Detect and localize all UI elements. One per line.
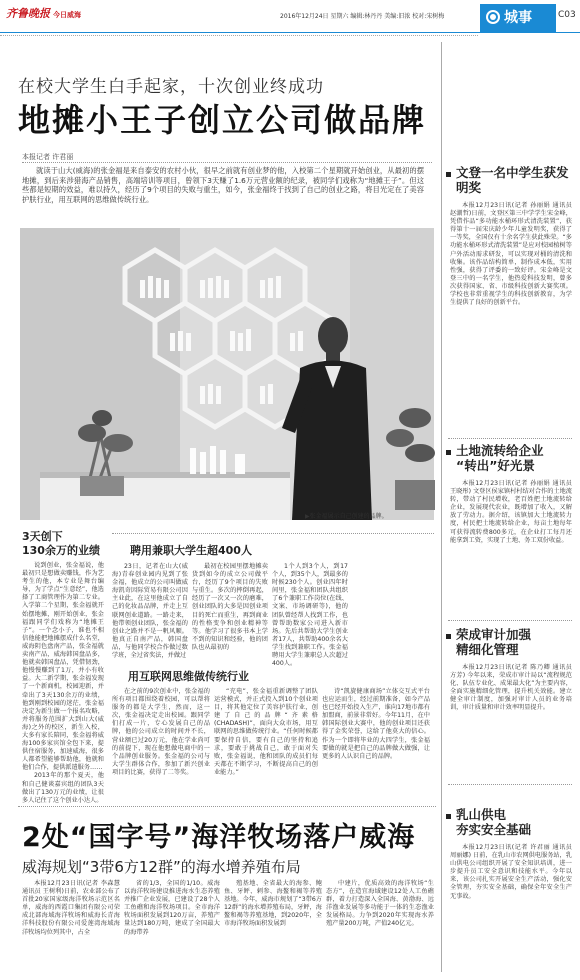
section-heading-1: 3天创下 130余万的业绩 (22, 530, 100, 557)
header-rule (0, 32, 580, 33)
sidebar-bullet-icon (446, 634, 451, 639)
section-badge-icon (486, 10, 500, 24)
sidebar-text-4: 本报12月23日讯(记者 许君丽 通讯员 周丽娜) 日前，在乳山市农网供电服务站，乳山供电公司组织开展了安全知识培训，进一步提升员工安全意识和技能水平。今年以来，该公司扎实开展安全生产活动，强化安全管理，夯实安全基础，确保全年安全生产无事故。 (450, 844, 572, 900)
sidebar-rule-1 (448, 438, 572, 439)
sidebar-title-2: 土地流转给企业 “转出”好光景 (456, 443, 544, 473)
bottom-column-3: 殖基地、全省最大的海参、鲍鱼、牙鲆、刺参、海鳌和褐等养殖基地。今年，威海市规划了“3带6方12群”的海水增养殖布局，牙鲆，海鳌和褐等养殖基地，到2020年，全市海洋牧场面积发展到 (224, 880, 322, 928)
article-column-5: 在之前的9次创业中，张金福的所有项目都围绕着校园，可以帮将服务的都是大学生，然而，这一次，张金福决定走出校园。跟同学们打成一片，专心发展自己的品牌，他的公司成立的时间并不长，营业额已过20万元，他在学业尚可的前提下，现在他想做电商中的一个品牌创业服务。张金福的公司与大学生群体合作，参加了新兴创业项目的比赛，获得了二等奖。 (112, 688, 210, 776)
article-column-4: 1个人到3个人，到17个人，到35个人，到最多的时候230个人。创业四年时间里，张金福和团队共组织了6个兼职工作岗位(在线、文案、市场调研等)，他的团队曾经帮人找到工作，也曾帮助数家公司进入新市场。先后共帮助大学生创业者17人，共帮助400余名大学生找到兼职工作。张金福聘用大学生兼职总人次超过400人。 (272, 563, 348, 668)
sidebar-rule-2 (448, 620, 572, 621)
bottom-article-title: 2处“国字号”海洋牧场落户威海 (22, 822, 416, 853)
article-subtitle: 在校大学生白手起家，十次创业终成功 (18, 77, 324, 97)
page-header (0, 0, 580, 30)
article-title: 地摊小王子创立公司做品牌 (18, 101, 427, 139)
section-heading-3: 用互联网思维做传统行业 (128, 670, 249, 683)
article-column-7: 诗“凯旋健康商场”立体交互式平台也应运而生，经过前期准备，如今产品也已经开始投入生产，谁向17地市都有加盟商，前景非常好。今年11月，在中韩国际创业大赛中，他的创业项目还获得了金奖荣誉，这给了他莫大的信心。作为一个即将毕业的大四学生，张金福要做的就是把自己的品牌做大做强，让更多的人认识自己的品牌。 (322, 688, 430, 760)
bottom-column-1: 本报12月23日讯(记者 李森慧 通讯员 王树利)日前，农业部公布了首批20家国家级海洋牧场示范区名单，威海的西霞口集团有限公司荣成北部海域海洋牧场和威海长青海洋科技股份有限公司爱莲湾海域海洋牧场均位列其中，占全 (22, 880, 120, 936)
sidebar-bullet-icon (446, 172, 451, 177)
sidebar-text-2: 本报12月23日讯(记者 孙丽娟 通讯员 王晓彤) 文登区侯家镇村村结对合作的土地流转，带动了村民增收，老百姓把土地流转给企业，发展现代农业，既增加了收入，又解放了劳动力。据介绍，该镇加大土地流转力度，村民把土地流转给企业，每亩土地每年可获得流转费800多元，在企业打工每月还能拿到工资，实现了土地、务工双份收益。 (450, 480, 572, 544)
section-heading-2: 聘用兼职大学生超400人 (130, 544, 252, 557)
article-photo (20, 228, 434, 520)
sidebar-title-1: 文登一名中学生获发明奖 (456, 165, 569, 195)
sidebar-rule-3 (448, 784, 572, 785)
sidebar-bullet-icon (446, 814, 451, 819)
article-column-1: 说到创业，张金福说，他最初只是想做卖赚钱，作为艺考生的他，本专业是舞台编导，为了学点“生意经”，他选择了工商管理作为第二专业。入学第二个星期，张金福就开始摆地摊，刚开始创业，张金福跟同学们戏称为“地摊王子”。一个念小子，谁也不相信他能把地摊摆成什么名堂，威海阴色盘南产品，张金福就卖南产品，威海韩国盘品多，他就卖韩国盘品，凭借韧劲，他慢慢赚到了1万，并小有收益。大二新学期，张金福发现了一个新商机，校园迎新，并牵出了3天130余万的业绩，他到刚到校园的迷茫，张金福决定为新生做一个报名攻略，并将服务范围扩大到山大(威海)之外的校区，新生入校，大多有家长陪同，张金福将威海100多家宾馆全包下来，提供住宿服务，加速威海，很多人都希望能够帮助他，他就和他们合作，提供派遣服务…… 2013年的那个夏天，他和自己健谈嘉宾组的团队3天做出了130万元的业绩，让很多人记住了这个创业小达人。 (22, 562, 104, 804)
article-lead: 就读于山大(威海)的张金福是来自泰安的农村小伙，很早之前就有创业梦的他，入校第二个星期就开始创业，从最初的摆地摊，到后来涉猎海产品销售，高端培训等项目，曾领下3天赚了1.6万元营业额的纪录，被同学们戏称为“地摊王子”。但这些都是短期的效益，难以持久，经历了9个项目的失败与重生，如今，张金福终于找到了自己的创业之路，将目光定在了美容护肤行业，用互联网的思维做传统行业。 (22, 166, 424, 204)
section-title: 城事 (504, 10, 532, 26)
article-byline: 本报记者 许君丽 (22, 153, 74, 161)
sidebar-title-3: 荣成审计加强 精细化管理 (456, 627, 532, 657)
article-column-6: “充电”，张金福重新调整了团队运营模式，并正式投入到10个创业项目，将其他定位了美容护肤行业，创建了自己的品牌“齐素格(CHADASH)”，面向大众市场，用互联网的思维做传统行业。“任何时候都要保持自信，要有自己的坚持和追求，要敢于挑战自己，敢于面对失败，张金福说，他和团队的成员们每天都在不断学习，不断提高自己的创业能力。” (214, 688, 318, 776)
newspaper-logo: 齐鲁晚报 今日威海 (6, 7, 81, 20)
bottom-column-2: 省的1/3，全国的1/10。威海以海洋牧场建设推进海水生态养殖并推广企业发展，已建设了28个人工鱼礁和海洋牧场项目。全市海洋牧场面积发展到120万亩，养殖产量达到180万吨，建成了全国最大的海带养 (124, 880, 220, 936)
page-number: C03 (558, 10, 576, 20)
sidebar-text-3: 本报12月23日讯(记者 陈乃卿 通讯员 方芳) 今年以来，荣成市审计局以“流程规范化、队伍专业化、成果最大化”为主要内容，全面实施精细化管理，提升机关效能。建立健全审计制度，加强对审计人员的业务培训，审计质量和审计效率明显提升。 (450, 664, 572, 712)
section-rule-2 (112, 533, 434, 534)
photo-caption: ▶张金福展示自己创建的品牌。 (305, 513, 388, 520)
article-column-3: 最初在校园里摆地摊卖货到如今的成立公司做平台，经历了9个项目的失败与重生。多次的摔倒再起，经历了一次又一次的磨难，创业团队的大多是因创业项目的死亡而重生，再到商业的性格变争和创业精神等等。他学习了很多书本上学不到的知识和经验，他的团队也从最初的 (192, 563, 268, 651)
header-dotted-rule (0, 35, 478, 36)
section-banner (480, 4, 556, 32)
sidebar-divider (441, 42, 442, 972)
sidebar-text-1: 本报12月23日讯(记者 孙丽娟 通讯员 赵潮哲)日前，文登区第三中学学生宋金峰，凭借作品“多功能水桶环形式清洗装置”，获得第十一届宋庆龄少年儿童发明奖，获得了一等奖，全国仅有十余名学生获此殊荣。“多功能水桶环形式清洗装置”是应对校园植树等户外活动需求研发，可以实现对桶的清洗和收集。该作品结构简单，制作成本低，实用性强，获得了评委的一致好评。宋金峰是文登三中的一名学生，他热爱科技发明，曾多次获得国家、省、市级科技创新大赛奖项。学校也非常重视学生的科技创新教育，为学生提供了良好的创新平台。 (450, 202, 572, 307)
byline-rule (22, 162, 432, 163)
sidebar-bullet-icon (446, 450, 451, 455)
article-photo-image (20, 228, 434, 520)
bottom-column-4: 中建片，优质高效的海洋牧场“生态方”，在造宜海域建设12处人工鱼礁群，着力打造深入全国海、黄渤海、远洋渔业发展等多功能于一体的生态渔业发展格局。力争到2020年实现海水养殖产量200万吨，产值240亿元。 (326, 880, 434, 928)
edition-info: 2016年12月24日 星期六 编辑:林丹丹 美编:旧浓 校对:宋树梅 (280, 13, 445, 20)
bottom-article-subtitle: 威海规划“3带6方12群”的海水增养殖布局 (22, 858, 301, 876)
article-column-2: 23日，记者在山大(威海)青春创业园内见到了张金福，他成立的公司叫做威海凯奇因际贸易有限公司因主业此，在这里他成立了自己的化妆品品牌，并走上互联网创业道路。一路走来，他带领创业团队，张金福的创业之路并不是一帆风顺。他真正自南产品，韩国盘品，与他同学校合作做过数学班，全过省奖法，并做过 (112, 563, 188, 660)
bottom-article-rule (18, 806, 436, 807)
sidebar-title-4: 乳山供电 夯实安全基础 (456, 807, 532, 837)
